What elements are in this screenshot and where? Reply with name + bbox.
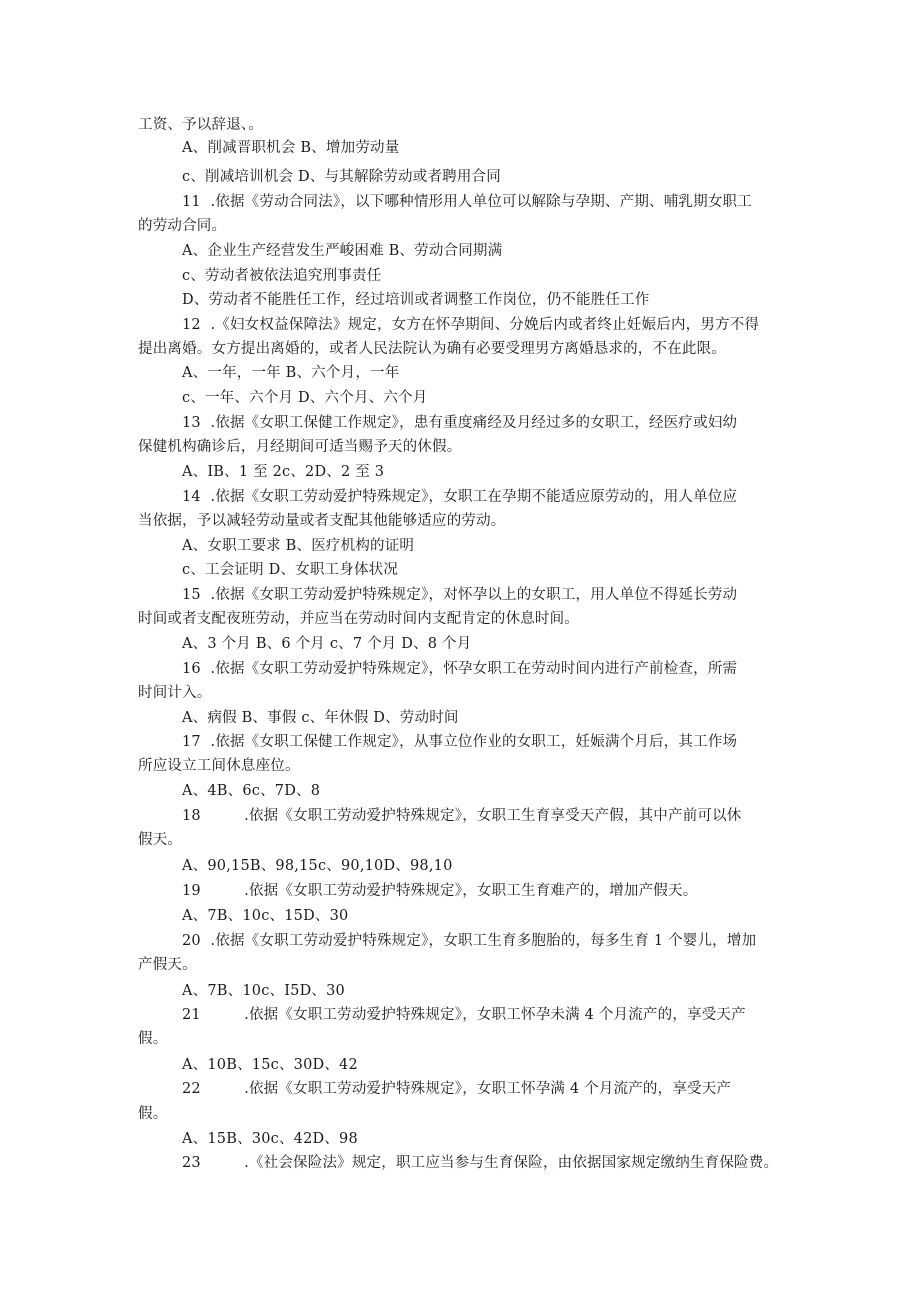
question-20: 20 .依据《女职工劳动爱护特殊规定》，女职工生育多胞胎的，每多生育 1 个婴儿，增加 xyxy=(182,933,757,949)
question-14: 14 .依据《女职工劳动爱护特殊规定》，女职工在孕期不能适应原劳动的，用人单位应 xyxy=(182,489,738,505)
answer-options: A、90,15B、98,15c、90,10D、98,10 xyxy=(182,858,453,874)
question-19: 19 .依据《女职工劳动爱护特殊规定》，女职工生育难产的，增加产假天。 xyxy=(182,883,698,899)
question-15: 15 .依据《女职工劳动爱护特殊规定》，对怀孕以上的女职工，用人单位不得延长劳动 xyxy=(182,587,738,603)
question-12-cont: 提出离婚。女方提出离婚的，或者人民法院认为确有必要受理男方离婚恳求的，不在此限。 xyxy=(138,341,726,357)
answer-options: A、一年，一年 B、六个月，一年 xyxy=(182,365,400,381)
answer-options: A、削减晋职机会 B、增加劳动量 xyxy=(182,140,400,156)
question-16: 16 .依据《女职工劳动爱护特殊规定》，怀孕女职工在劳动时间内进行产前检查，所需 xyxy=(182,661,738,677)
question-14-cont: 当依据，予以减轻劳动量或者支配其他能够适应的劳动。 xyxy=(138,513,506,529)
question-18: 18 .依据《女职工劳动爱护特殊规定》，女职工生育享受天产假，其中产前可以休 xyxy=(182,808,742,824)
answer-options: c、劳动者被依法追究刑事责任 xyxy=(182,268,382,284)
answer-options: A、7B、10c、I5D、30 xyxy=(182,983,345,999)
answer-options: A、7B、10c、15D、30 xyxy=(182,908,349,924)
question-21-cont: 假。 xyxy=(138,1031,168,1047)
answer-options: D、劳动者不能胜任工作，经过培训或者调整工作岗位，仍不能胜任工作 xyxy=(182,292,650,308)
question-18-cont: 假天。 xyxy=(138,832,183,848)
question-23: 23 .《社会保险法》规定，职工应当参与生育保险，由依据国家规定缴纳生育保险费。 xyxy=(182,1155,779,1171)
answer-options: A、企业生产经营发生严峻困难 B、劳动合同期满 xyxy=(182,243,503,259)
answer-options: A、病假 B、事假 c、年休假 D、劳动时间 xyxy=(182,710,459,726)
question-11-cont: 的劳动合同。 xyxy=(138,218,227,234)
question-16-cont: 时间计入。 xyxy=(138,685,212,701)
answer-options: A、IB、1 至 2c、2D、2 至 3 xyxy=(182,464,385,480)
answer-options: A、15B、30c、42D、98 xyxy=(182,1131,358,1147)
question-15-cont: 时间或者支配夜班劳动，并应当在劳动时间内支配肯定的休息时间。 xyxy=(138,611,579,627)
question-17: 17 .依据《女职工保健工作规定》，从事立位作业的女职工，妊娠满个月后，其工作场 xyxy=(182,734,738,750)
answer-options: A、4B、6c、7D、8 xyxy=(182,783,321,799)
question-12: 12 .《妇女权益保障法》规定，女方在怀孕期间、分娩后内或者终止妊娠后内，男方不得 xyxy=(182,317,760,333)
answer-options: c、削减培训机会 D、与其解除劳动或者聘用合同 xyxy=(182,169,501,185)
question-13: 13 .依据《女职工保健工作规定》，患有重度痛经及月经过多的女职工，经医疗或妇幼 xyxy=(182,415,738,431)
question-22: 22 .依据《女职工劳动爱护特殊规定》，女职工怀孕满 4 个月流产的，享受天产 xyxy=(182,1081,732,1097)
question-11: 11 .依据《劳动合同法》，以下哪种情形用人单位可以解除与孕期、产期、哺乳期女职工 xyxy=(182,194,752,210)
text-line: 工资、予以辞退、。 xyxy=(138,117,264,133)
question-13-cont: 保健机构确诊后，月经期间可适当赐予天的休假。 xyxy=(138,439,462,455)
question-20-cont: 产假天。 xyxy=(138,957,197,973)
question-21: 21 .依据《女职工劳动爱护特殊规定》，女职工怀孕未满 4 个月流产的，享受天产 xyxy=(182,1007,746,1023)
answer-options: A、女职工要求 B、医疗机构的证明 xyxy=(182,538,415,554)
answer-options: A、10B、15c、30D、42 xyxy=(182,1057,358,1073)
question-17-cont: 所应设立工间休息座位。 xyxy=(138,758,300,774)
question-22-cont: 假。 xyxy=(138,1106,168,1122)
answer-options: c、一年、六个月 D、六个月、六个月 xyxy=(182,390,428,406)
answer-options: A、3 个月 B、6 个月 c、7 个月 D、8 个月 xyxy=(182,636,472,652)
answer-options: c、工会证明 D、女职工身体状况 xyxy=(182,562,399,578)
